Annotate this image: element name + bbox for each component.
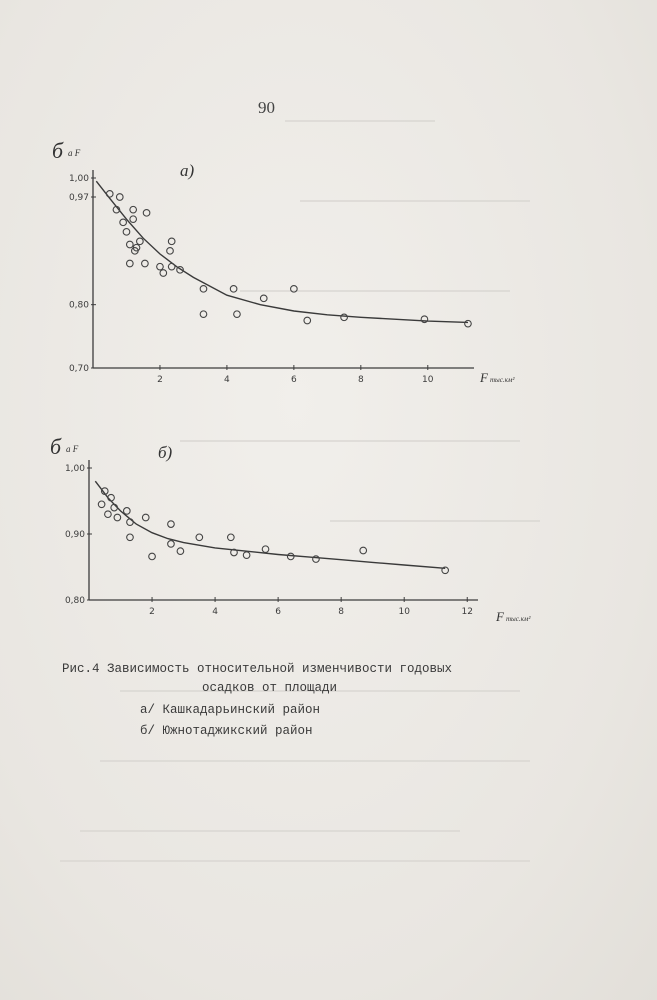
data-point [291, 286, 298, 293]
x-tick-label: 4 [224, 375, 230, 385]
data-point [168, 263, 175, 270]
y-tick-labels [69, 174, 96, 374]
show-through-line [100, 760, 530, 762]
data-point [143, 210, 150, 217]
panel-label-b: б) [158, 443, 173, 462]
data-point [149, 553, 156, 560]
data-point [130, 206, 137, 213]
figure-caption-item-b: б/ Южнотаджикский район [140, 724, 313, 738]
data-point [200, 311, 207, 318]
data-point [341, 314, 348, 321]
data-point [98, 501, 105, 508]
data-point [228, 534, 235, 541]
data-point [177, 548, 184, 555]
data-point [124, 508, 131, 515]
data-point [160, 270, 167, 277]
show-through-line [60, 860, 530, 862]
data-point [123, 229, 130, 236]
y-axis-label-main: б [52, 138, 64, 163]
y-axis-label-main: б [50, 434, 62, 459]
x-axis-unit: тыс.км² [506, 615, 531, 623]
data-point [120, 219, 127, 226]
data-point [465, 320, 472, 327]
figure-caption-line2: осадков от площади [202, 681, 338, 695]
fitted-curve [96, 181, 468, 322]
chart-a-axes [93, 170, 474, 368]
x-tick-label: 8 [357, 375, 364, 385]
figure-caption-item-a: а/ Кашкадарьинский район [140, 703, 321, 717]
y-tick-label: 0,90 [64, 530, 85, 540]
x-tick-label: 4 [212, 607, 218, 617]
data-point [114, 514, 121, 521]
data-point [168, 238, 175, 245]
show-through-line [285, 120, 435, 122]
x-axis-unit: тыс.км² [490, 376, 515, 384]
figure-caption-line1: Рис.4 Зависимость относительной изменчивости годовых [62, 662, 453, 676]
data-point [262, 546, 269, 553]
data-point [168, 521, 175, 528]
data-point [243, 552, 250, 559]
y-axis-label-sub: a F [68, 148, 81, 158]
show-through-line [80, 830, 460, 832]
data-point [360, 547, 367, 554]
x-tick-label: 6 [275, 607, 281, 617]
fitted-curve [95, 481, 445, 568]
x-tick-label: 10 [398, 607, 410, 617]
data-point [127, 534, 134, 541]
y-tick-label: 0,80 [64, 596, 85, 606]
chart-b [0, 420, 657, 640]
data-point [130, 216, 137, 223]
data-point [234, 311, 241, 318]
x-tick-label: 12 [461, 607, 473, 617]
panel-label-a: а) [180, 161, 195, 180]
x-tick-label: 10 [422, 375, 434, 385]
x-tick-label: 6 [291, 375, 297, 385]
y-tick-label: 1,00 [68, 174, 89, 184]
data-point [137, 238, 144, 245]
data-point [127, 260, 134, 267]
data-point [142, 260, 149, 267]
x-tick-label: 2 [157, 375, 163, 385]
x-tick-label: 8 [338, 607, 345, 617]
data-points [106, 191, 471, 327]
data-point [230, 286, 237, 293]
y-tick-label: 0,97 [68, 193, 89, 203]
y-tick-label: 0,70 [68, 364, 89, 374]
data-point [127, 519, 134, 526]
data-point [106, 191, 113, 198]
data-point [313, 556, 320, 563]
y-tick-label: 0,80 [68, 300, 89, 311]
data-point [304, 317, 311, 324]
x-axis-label: F [496, 609, 504, 624]
y-tick-label: 1,00 [64, 464, 85, 474]
chart-a [0, 130, 657, 400]
data-point [142, 514, 149, 521]
data-point [157, 263, 164, 270]
data-point [196, 534, 203, 541]
data-point [116, 194, 123, 201]
data-point [168, 541, 175, 548]
data-point [287, 553, 294, 560]
y-axis-label-sub: a F [66, 444, 79, 454]
x-tick-label: 2 [149, 607, 155, 617]
data-point [167, 248, 174, 255]
data-point [200, 286, 207, 293]
data-point [105, 511, 112, 518]
data-point [260, 295, 267, 302]
data-point [127, 241, 134, 248]
x-axis-label: F [480, 370, 488, 385]
y-tick-labels [65, 464, 92, 606]
data-points [98, 488, 448, 574]
page-number: 90 [258, 98, 275, 117]
